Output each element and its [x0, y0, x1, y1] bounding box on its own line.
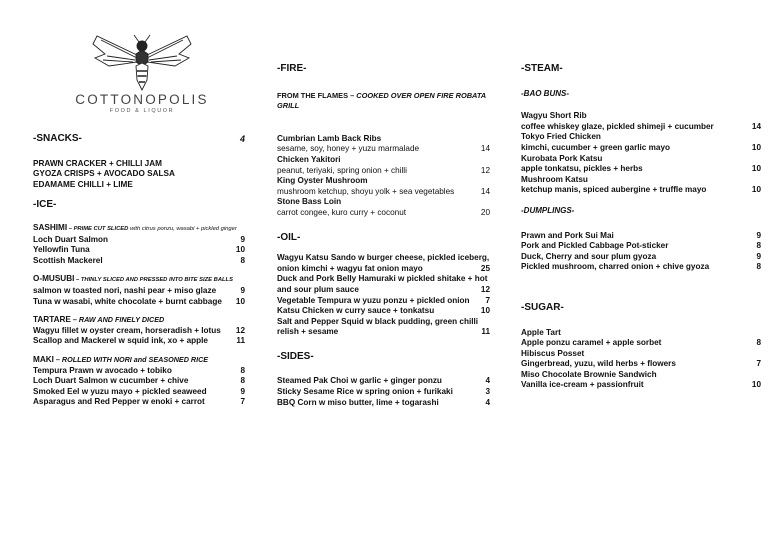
menu-item: [33, 297, 245, 308]
item-price: 9: [756, 251, 761, 261]
item-price: 11: [236, 336, 245, 346]
item-name: Kurobata Pork Katsu: [521, 153, 603, 163]
item-price: 10: [751, 185, 761, 195]
item-price: 20: [480, 207, 490, 217]
item-name: Loch Duart Salmon: [33, 234, 109, 244]
item-desc: carrot congee, kuro curry + coconut: [277, 207, 407, 217]
menu-item: [33, 366, 245, 377]
item-name: Scallop and Mackerel w squid ink, xo + apple: [33, 336, 208, 346]
menu-item: [521, 241, 761, 252]
menu-item: [277, 208, 490, 219]
item-price: 10: [480, 306, 490, 316]
menu-item: [277, 166, 490, 177]
section-title-ice: -ICE-: [33, 199, 57, 211]
tartare-note: – RAW AND FINELY DICED: [70, 315, 165, 325]
item-desc: Vanilla ice-cream + passionfruit: [521, 380, 644, 390]
item-price: 7: [240, 397, 245, 407]
item-name: Steamed Pak Choi w garlic + ginger ponzu: [277, 376, 442, 386]
item-price: 12: [480, 165, 490, 175]
menu-item: PRAWN CRACKER + CHILLI JAM: [33, 158, 162, 168]
menu-item: [33, 336, 245, 347]
item-price: 10: [751, 164, 761, 174]
menu-item: [521, 164, 761, 175]
item-line: relish + sesame: [277, 327, 339, 337]
menu-item: GYOZA CRISPS + AVOCADO SALSA: [33, 169, 175, 179]
menu-item: [521, 252, 761, 263]
sashimi-note-bold: – PRIME CUT SLICED: [67, 225, 129, 232]
item-name: Cumbrian Lamb Back Ribs: [277, 133, 382, 143]
item-name: Tuna w wasabi, white chocolate + burnt cabbage: [33, 296, 222, 306]
subsection-maki: [33, 355, 245, 366]
item-name: Miso Chocolate Brownie Sandwich: [521, 369, 657, 379]
item-price: 14: [751, 121, 761, 131]
subsection-bao: -BAO BUNS-: [521, 88, 569, 98]
brand-name: COTTONOPOLIS: [75, 92, 209, 107]
omusubi-label: O-MUSUBI: [33, 274, 75, 284]
section-title-sides: -SIDES-: [277, 350, 314, 362]
menu-item: [521, 262, 761, 273]
menu-item: [33, 376, 245, 387]
item-name: Smoked Eel w yuzu mayo + pickled seaweed: [33, 386, 207, 396]
item-line: Vegetable Tempura w yuzu ponzu + pickled onion: [277, 295, 470, 305]
item-name: Tempura Prawn w avocado + tobiko: [33, 365, 172, 375]
menu-item: [33, 256, 245, 267]
item-price: 4: [485, 376, 490, 386]
item-line: and sour plum sauce: [277, 284, 359, 294]
menu-item: [521, 359, 761, 370]
maki-label: MAKI: [33, 354, 54, 364]
item-price: 10: [235, 296, 245, 306]
item-name: Yellowfin Tuna: [33, 245, 90, 255]
item-name: Chicken Yakitori: [277, 154, 341, 164]
item-name: Loch Duart Salmon w cucumber + chive: [33, 376, 189, 386]
item-price: 8: [240, 376, 245, 386]
item-price: 10: [751, 142, 761, 152]
item-desc: sesame, soy, honey + yuzu marmalade: [277, 144, 420, 154]
item-desc: coffee whiskey glaze, pickled shimeji + cucumber: [521, 121, 714, 131]
menu-item: [521, 122, 761, 133]
item-line: Katsu Chicken w curry sauce + tonkatsu: [277, 306, 435, 316]
item-price: 10: [751, 380, 761, 390]
menu-item: [33, 245, 245, 256]
item-name: Wagyu fillet w oyster cream, horseradish + lotus: [33, 325, 221, 335]
item-name: Tokyo Fried Chicken: [521, 132, 601, 142]
menu-item: [521, 380, 761, 391]
item-name: Scottish Mackerel: [33, 255, 103, 265]
fire-intro-note: – COOKED OVER OPEN FIRE ROBATA GRILL: [277, 90, 486, 111]
menu-item: [277, 264, 490, 275]
subsection-dumplings: -DUMPLINGS-: [521, 205, 575, 215]
menu-item: [33, 286, 245, 297]
item-price: 9: [240, 386, 245, 396]
menu-item: [277, 387, 490, 398]
menu-item: [277, 376, 490, 387]
item-price: 9: [240, 234, 245, 244]
item-price: 14: [480, 144, 490, 154]
subsection-omusubi: [33, 274, 245, 286]
menu-item: [33, 387, 245, 398]
item-name: Pickled mushroom, charred onion + chive gyoza: [521, 262, 710, 272]
item-price: 8: [240, 255, 245, 265]
item-name: King Oyster Mushroom: [277, 176, 368, 186]
section-title-sugar: -SUGAR-: [521, 301, 564, 313]
omusubi-note: – THINLY SLICED AND PRESSED INTO BITE SIZE BALLS: [74, 277, 233, 284]
item-price: 11: [481, 327, 490, 337]
item-desc: mushroom ketchup, shoyu yolk + sea vegetables: [277, 186, 455, 196]
sashimi-note: with citrus ponzu, wasabi + pickled ginger: [128, 225, 237, 232]
item-name: salmon w toasted nori, nashi pear + miso glaze: [33, 285, 217, 295]
item-price: 8: [756, 241, 761, 251]
menu-item: [277, 398, 490, 409]
item-price: 14: [480, 186, 490, 196]
menu-item: [277, 187, 490, 198]
menu-item: [277, 144, 490, 155]
sashimi-label: SASHIMI: [33, 222, 68, 232]
item-desc: Gingerbread, yuzu, wild herbs + flowers: [521, 359, 676, 369]
item-price: 9: [240, 285, 245, 295]
section-title-snacks: -SNACKS-: [33, 133, 82, 144]
item-desc: peanut, teriyaki, spring onion + chilli: [277, 165, 407, 175]
menu-item: [33, 326, 245, 337]
subsection-sashimi: [33, 223, 245, 235]
item-line: Wagyu Katsu Sando w burger cheese, pickled iceberg,: [277, 253, 490, 263]
section-title-steam: -STEAM-: [521, 63, 563, 74]
item-desc: ketchup manis, spiced aubergine + truffle mayo: [521, 185, 707, 195]
item-price: 8: [756, 262, 761, 272]
item-name: Asparagus and Red Pepper w enoki + carrot: [33, 397, 205, 407]
column-right: [521, 64, 761, 391]
menu-item: EDAMAME CHILLI + LIME: [33, 179, 133, 189]
item-price: 4: [485, 397, 490, 407]
column-left: [33, 36, 245, 408]
item-price: 12: [480, 284, 490, 294]
item-name: Stone Bass Loin: [277, 197, 342, 207]
item-price: 10: [235, 245, 245, 255]
menu-item: [33, 397, 245, 408]
section-title-oil: -OIL-: [277, 231, 301, 243]
item-line: Duck and Pork Belly Hamuraki w pickled shitake + hot: [277, 274, 488, 284]
item-price: 7: [485, 295, 490, 305]
item-name: Pork and Pickled Cabbage Pot-sticker: [521, 241, 669, 251]
fire-intro: [277, 91, 490, 112]
item-price: 9: [756, 230, 761, 240]
section-title-fire: -FIRE-: [277, 63, 307, 74]
item-name: Mushroom Katsu: [521, 174, 588, 184]
item-price: 3: [485, 387, 490, 397]
menu-item: [521, 143, 761, 154]
brand-subtitle: FOOD & LIQUOR: [109, 108, 175, 114]
menu-item: [521, 185, 761, 196]
subsection-tartare: [33, 315, 245, 326]
menu-item: [521, 231, 761, 242]
item-price: 25: [480, 263, 490, 273]
item-name: BBQ Corn w miso butter, lime + togarashi: [277, 397, 439, 407]
maki-note: – ROLLED WITH NORI and SEASONED RICE: [53, 354, 209, 364]
snacks-price: 4: [239, 134, 245, 144]
column-middle: [277, 64, 490, 408]
item-name: Duck, Cherry and sour plum gyoza: [521, 251, 657, 261]
item-line: Salt and Pepper Squid w black pudding, green chilli: [277, 316, 479, 326]
menu-item: [277, 296, 490, 307]
menu-item: [33, 235, 245, 246]
item-price: 7: [756, 359, 761, 369]
tartare-label: TARTARE: [33, 315, 71, 325]
fire-intro-label: FROM THE FLAMES: [277, 90, 349, 100]
item-name: Apple Tart: [521, 327, 561, 337]
menu-item: [277, 285, 490, 296]
item-price: 8: [756, 338, 761, 348]
item-line: onion kimchi + wagyu fat onion mayo: [277, 263, 423, 273]
item-desc: Apple ponzu caramel + apple sorbet: [521, 338, 662, 348]
snacks-header: [33, 134, 245, 145]
item-name: Wagyu Short Rib: [521, 111, 587, 121]
item-name: Prawn and Pork Sui Mai: [521, 230, 614, 240]
item-name: Hibiscus Posset: [521, 348, 585, 358]
menu-item: [277, 306, 490, 317]
item-desc: kimchi, cucumber + green garlic mayo: [521, 142, 671, 152]
item-price: 12: [235, 325, 245, 335]
menu-item: [277, 327, 490, 338]
menu-item: [521, 338, 761, 349]
item-desc: apple tonkatsu, pickles + herbs: [521, 164, 643, 174]
item-name: Sticky Sesame Rice w spring onion + furikaki: [277, 387, 453, 397]
item-price: 8: [240, 365, 245, 375]
